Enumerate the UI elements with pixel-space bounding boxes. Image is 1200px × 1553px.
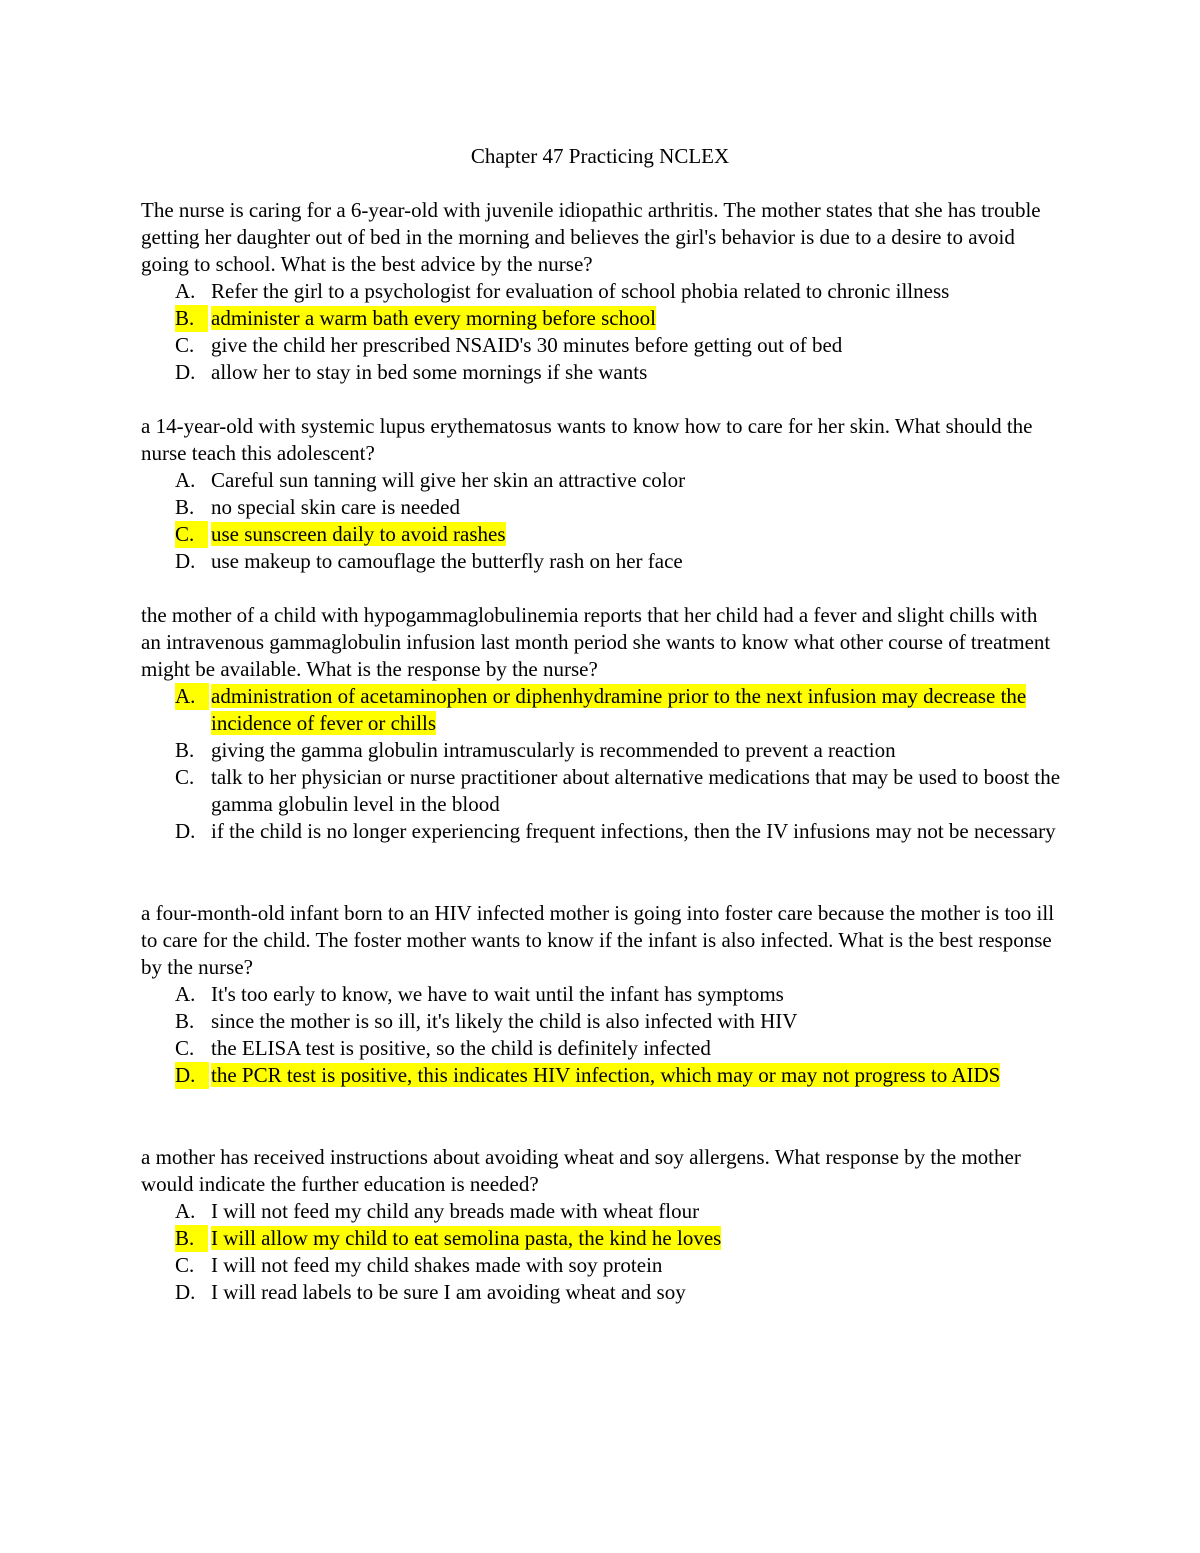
answer-option [141,1279,1061,1306]
answer-option [141,548,1061,575]
option-text: Refer the girl to a psychologist for evaluation of school phobia related to chronic illness [211,279,950,303]
option-text-highlighted: I will allow my child to eat semolina pasta, the kind he loves [211,1226,722,1250]
question-block [141,602,1061,845]
question-block [141,413,1061,575]
question-block [141,1144,1061,1306]
option-letter: A. [175,683,209,710]
answer-option [141,1062,1061,1089]
answer-option [141,521,1061,548]
option-text: if the child is no longer experiencing frequent infections, then the IV infusions may not be necessary [211,819,1056,843]
answer-option [141,278,1061,305]
option-letter: A. [175,982,196,1006]
option-letter: D. [175,1062,209,1089]
question-stem: the mother of a child with hypogammaglobulinemia reports that her child had a fever and slight chills with an intravenous gammaglobulin infusion last month period she wants to know what other course of treatment might be available. What is the response by the nurse? [141,603,1051,681]
option-letter: A. [175,1199,196,1223]
option-letter: C. [175,765,195,789]
option-text: allow her to stay in bed some mornings if she wants [211,360,648,384]
option-text: I will not feed my child shakes made with soy protein [211,1253,663,1277]
answer-option [141,737,1061,764]
option-text: no special skin care is needed [211,495,460,519]
answer-option [141,1252,1061,1279]
question-block [141,900,1061,1089]
option-letter: D. [175,549,196,573]
option-letter: C. [175,1036,195,1060]
answer-option [141,1035,1061,1062]
question-stem: a four-month-old infant born to an HIV infected mother is going into foster care because the mother is too ill to care for the child. The foster mother wants to know if the infant is also infected. What is the best response by the nurse? [141,901,1055,979]
option-letter: D. [175,360,196,384]
option-letter: C. [175,333,195,357]
answer-option [141,1008,1061,1035]
option-text: giving the gamma globulin intramuscularly is recommended to prevent a reaction [211,738,896,762]
answer-option [141,981,1061,1008]
option-letter: B. [175,1225,208,1252]
option-text: the ELISA test is positive, so the child is definitely infected [211,1036,711,1060]
option-text-highlighted: administration of acetaminophen or diphenhydramine prior to the next infusion may decrease the incidence of fever or chills [211,684,1027,735]
option-text: give the child her prescribed NSAID's 30 minutes before getting out of bed [211,333,843,357]
option-letter: B. [175,495,195,519]
answer-option [141,494,1061,521]
answer-options [141,683,1061,845]
answer-options [141,1198,1061,1306]
option-text-highlighted: the PCR test is positive, this indicates HIV infection, which may or may not progress to AIDS [211,1063,1001,1087]
option-text: I will read labels to be sure I am avoiding wheat and soy [211,1280,686,1304]
option-text: use makeup to camouflage the butterfly rash on her face [211,549,683,573]
question-stem: a 14-year-old with systemic lupus erythematosus wants to know how to care for her skin. What should the nurse teach this adolescent? [141,414,1033,465]
option-letter: D. [175,819,196,843]
option-letter: B. [175,305,208,332]
question-stem: a mother has received instructions about avoiding wheat and soy allergens. What response by the mother would indicate the further education is needed? [141,1145,1021,1196]
option-text-highlighted: administer a warm bath every morning before school [211,306,656,330]
question-stem: The nurse is caring for a 6-year-old with juvenile idiopathic arthritis. The mother states that she has trouble getting her daughter out of bed in the morning and believes the girl's behavior is due to a desire to avoid going to school. What is the best advice by the nurse? [141,198,1041,276]
option-text: Careful sun tanning will give her skin an attractive color [211,468,686,492]
answer-options [141,278,1061,386]
answer-options [141,467,1061,575]
option-letter: D. [175,1280,196,1304]
answer-option [141,1198,1061,1225]
answer-option [141,332,1061,359]
answer-option [141,818,1061,845]
option-letter: C. [175,1253,195,1277]
answer-option [141,359,1061,386]
option-text-highlighted: use sunscreen daily to avoid rashes [211,522,506,546]
option-text: since the mother is so ill, it's likely the child is also infected with HIV [211,1009,798,1033]
option-text: talk to her physician or nurse practitioner about alternative medications that may be used to boost the gamma globulin level in the blood [211,765,1061,816]
answer-option [141,683,1061,737]
option-text: I will not feed my child any breads made with wheat flour [211,1199,700,1223]
answer-option [141,305,1061,332]
document-title: Chapter 47 Practicing NCLEX [470,144,730,168]
option-letter: B. [175,738,195,762]
answer-option [141,1225,1061,1252]
answer-option [141,764,1061,818]
option-text: It's too early to know, we have to wait until the infant has symptoms [211,982,784,1006]
option-letter: C. [175,521,208,548]
question-block [141,197,1061,386]
answer-options [141,981,1061,1089]
option-letter: A. [175,468,196,492]
option-letter: A. [175,279,196,303]
option-letter: B. [175,1009,195,1033]
answer-option [141,467,1061,494]
